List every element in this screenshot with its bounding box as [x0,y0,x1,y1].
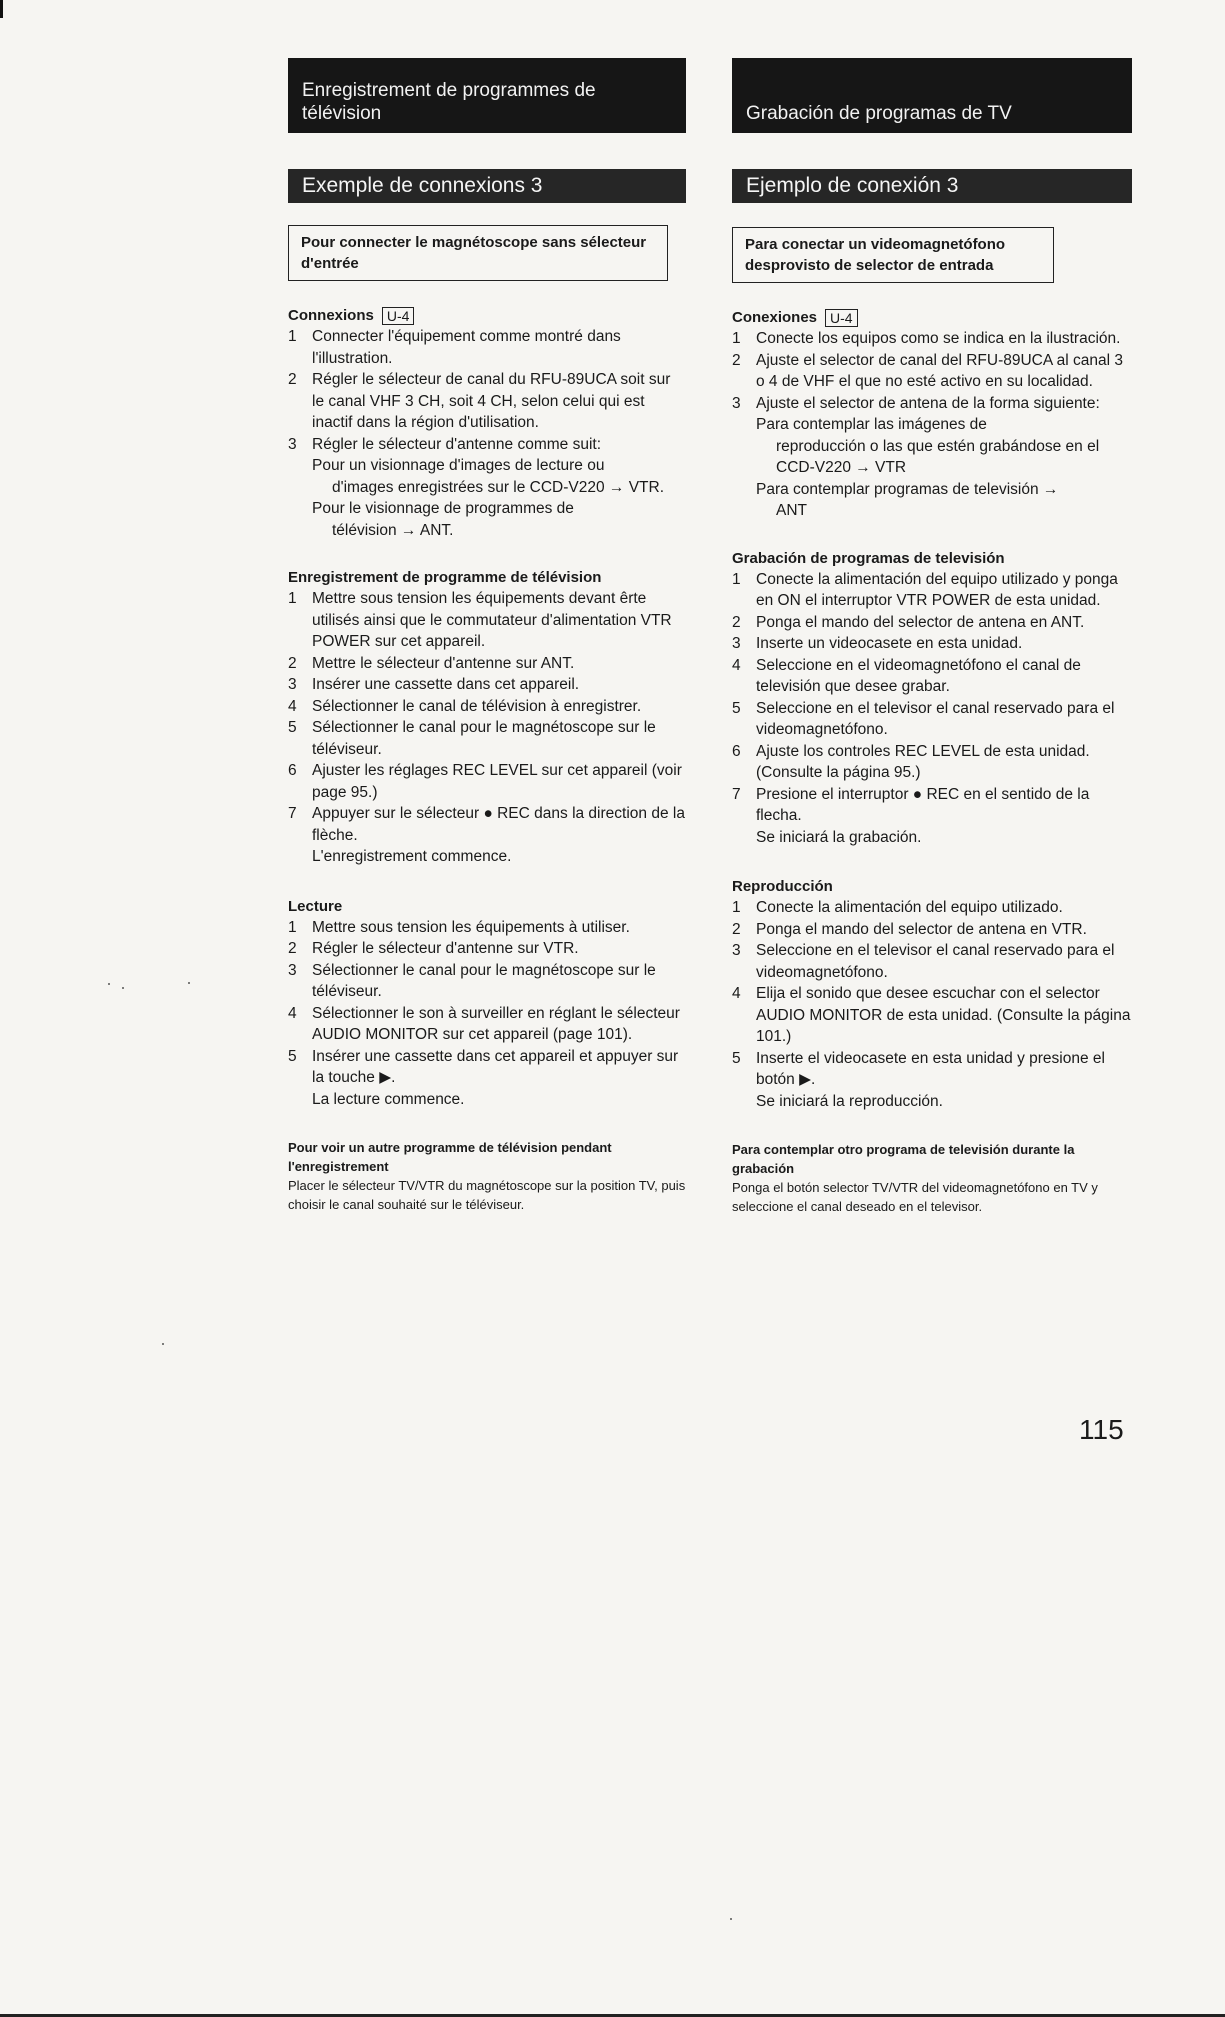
list-item: 1 Connecter l'équipement comme montré dans l'illustration. [288,328,621,367]
page-number: 115 [1079,1414,1124,1445]
spanish-recording-result: Se iniciará la grabación. [756,828,922,846]
french-connections-steps [288,326,686,541]
list-item: 4 Seleccione en el videomagnetófono el canal de televisión que desee grabar. [732,656,1081,695]
spanish-title-bar [732,58,1132,133]
list-item: 3 Ajuste el selector de antena de la forma siguiente: Para contemplar las imágenes de reproducción o las que estén grabándose en el CCD-V220 → VTR Para contemplar programas de televisión → ANT [732,394,1100,519]
list-item: 2 Ajuste el selector de canal del RFU-89UCA al canal 3 o 4 de VHF el que no esté activo en su localidad. [732,351,1124,390]
list-item: 4 Elija el sonido que desee escuchar con el selector AUDIO MONITOR de esta unidad. (Consulte la página 101.) [732,985,1131,1045]
spanish-playback-steps [732,897,1132,1091]
list-item: 3 Inserte un videocasete en esta unidad. [732,635,1023,652]
list-item: 4 Sélectionner le son à surveiller en réglant le sélecteur AUDIO MONITOR sur cet appareil (page 101). [288,1004,680,1043]
list-item: 1 Mettre sous tension les équipements devant êrte utilisés ainsi que le commutateur d'alimentation VTR POWER sur cet appareil. [288,590,672,650]
list-item: 5 Inserte el videocasete en esta unidad y presione el botón ▶. [732,1049,1105,1088]
spanish-section-bar [732,169,1132,203]
spanish-page-title: Grabación de programas de TV [746,103,1012,124]
french-connections-label: Connexions [288,307,374,324]
spanish-playback-result: Se iniciará la reproducción. [756,1092,943,1110]
french-column [288,58,686,1214]
edge-registration-mark [0,0,3,18]
french-connections-heading [288,305,686,326]
list-item: 2 Régler le sélecteur d'antenne sur VTR. [288,940,579,957]
list-item: 1 Conecte los equipos como se indica en la ilustración. [732,330,1121,347]
french-recording-heading: Enregistrement de programme de télévision [288,569,602,586]
french-box-note: Pour connecter le magnétoscope sans sélecteur d'entrée [288,225,668,281]
spanish-playback-heading: Reproducción [732,878,833,895]
list-item: 5 Insérer une cassette dans cet appareil et appuyer sur la touche ▶. [288,1047,679,1086]
list-item: 1 Conecte la alimentación del equipo utilizado y ponga en ON el interruptor VTR POWER de esta unidad. [732,570,1118,609]
list-item: 2 Régler le sélecteur de canal du RFU-89UCA soit sur le canal VHF 3 CH, soit 4 CH, selon celui qui est inactif dans la région d'utilisation. [288,371,671,431]
list-item: 1 Mettre sous tension les équipements à utiliser. [288,918,630,936]
spanish-connections-steps [732,328,1132,522]
french-note-body: Placer le sélecteur TV/VTR du magnétoscope sur la position TV, puis choisir le canal souhaité sur le téléviseur. [288,1178,686,1212]
spanish-connections-label: Conexiones [732,309,818,326]
scan-speck [162,1343,164,1345]
scan-speck [730,1918,732,1920]
list-item: 2 Mettre le sélecteur d'antenne sur ANT. [288,654,575,672]
list-item: 1 Conecte la alimentación del equipo utilizado. [732,899,1063,916]
french-section-bar [288,169,686,203]
spanish-note-body: Ponga el botón selector TV/VTR del videomagnetófono en TV y seleccione el canal deseado en el televisor. [732,1180,1098,1214]
french-recording-steps [288,588,686,846]
list-item: 3 Régler le sélecteur d'antenne comme suit: Pour un visionnage d'images de lecture ou d'images enregistrées sur le CCD-V220 → VTR. Pour le visionnage de programmes de télévision → ANT. [288,435,665,539]
list-item: 3 Insérer une cassette dans cet appareil. [288,676,580,693]
spanish-box-note: Para conectar un videomagnetófono desprovisto de selector de entrada [732,227,1054,283]
list-item: 3 Seleccione en el televisor el canal reservado para el videomagnetófono. [732,942,1115,981]
french-recording-result: L'enregistrement commence. [312,848,512,865]
spanish-column [732,58,1132,1216]
list-item: 2 Ponga el mando del selector de antena en ANT. [732,613,1085,631]
list-item: 4 Sélectionner le canal de télévision à enregistrer. [288,697,642,715]
spanish-connections-heading [732,307,1132,328]
french-connections-tag: U-4 [382,307,415,325]
list-item: 3 Sélectionner le canal pour le magnétoscope sur le téléviseur. [288,961,656,1000]
list-item: 5 Seleccione en el televisor el canal reservado para el videomagnetófono. [732,699,1115,738]
list-item: 7 Presione el interruptor ● REC en el sentido de la flecha. [732,785,1090,824]
spanish-section-title: Ejemplo de conexión 3 [746,174,959,197]
spanish-recording-steps [732,569,1132,827]
french-note-title: Pour voir un autre programme de télévision pendant l'enregistrement [288,1140,612,1174]
spanish-recording-heading: Grabación de programas de televisión [732,549,1005,567]
list-item: 7 Appuyer sur le sélecteur ● REC dans la direction de la flèche. [288,805,685,844]
french-title-bar [288,58,686,133]
spanish-connections-tag: U-4 [825,309,858,327]
list-item: 6 Ajuste los controles REC LEVEL de esta unidad. (Consulte la página 95.) [732,742,1090,781]
list-item: 2 Ponga el mando del selector de antena en VTR. [732,920,1087,938]
french-playback-steps [288,917,686,1089]
list-item: 6 Ajuster les réglages REC LEVEL sur cet appareil (voir page 95.) [288,762,682,801]
french-playback-heading: Lecture [288,897,343,915]
french-section-title: Exemple de connexions 3 [302,174,543,197]
spanish-note-title: Para contemplar otro programa de televisión durante la grabación [732,1142,1075,1176]
scan-speck [108,983,110,985]
french-playback-result: La lecture commence. [312,1090,465,1108]
list-item: 5 Sélectionner le canal pour le magnétoscope sur le téléviseur. [288,719,656,758]
scan-speck [122,987,124,989]
french-page-title: Enregistrement de programmes de télévision [302,80,596,124]
scan-speck [188,982,190,984]
